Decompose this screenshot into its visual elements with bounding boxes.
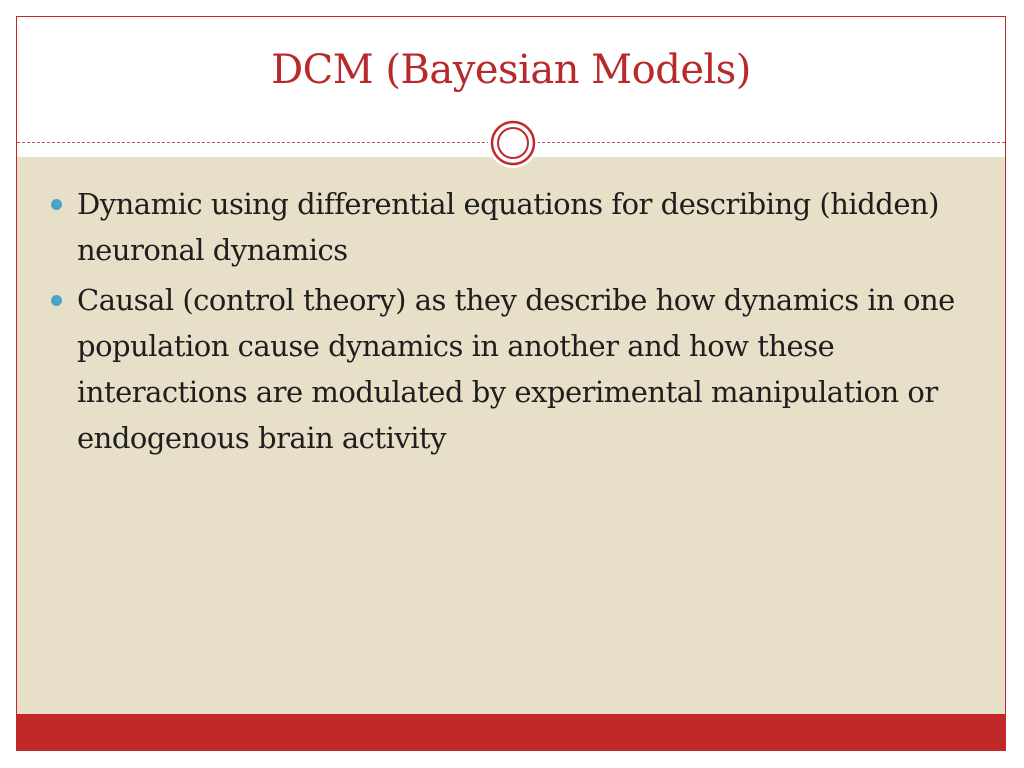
double-ring-ornament-icon <box>487 117 539 169</box>
bullet-item <box>47 277 962 461</box>
bullet-item <box>47 181 962 273</box>
ornament-outer-disc <box>488 118 538 168</box>
bullet-list <box>47 181 962 465</box>
bullet-text: Dynamic using differential equations for describing (hidden) neuronal dynamics <box>77 187 939 267</box>
footer-bar <box>17 714 1005 750</box>
bullet-dot-icon <box>51 295 62 306</box>
slide <box>16 16 1006 751</box>
slide-title: DCM (Bayesian Models) <box>271 47 751 93</box>
bullet-dot-icon <box>51 199 62 210</box>
bullet-text: Causal (control theory) as they describe how dynamics in one population cause dynamics in another and how these interactions are modulated by experimental manipulation or endogenous brain activity <box>77 283 955 455</box>
